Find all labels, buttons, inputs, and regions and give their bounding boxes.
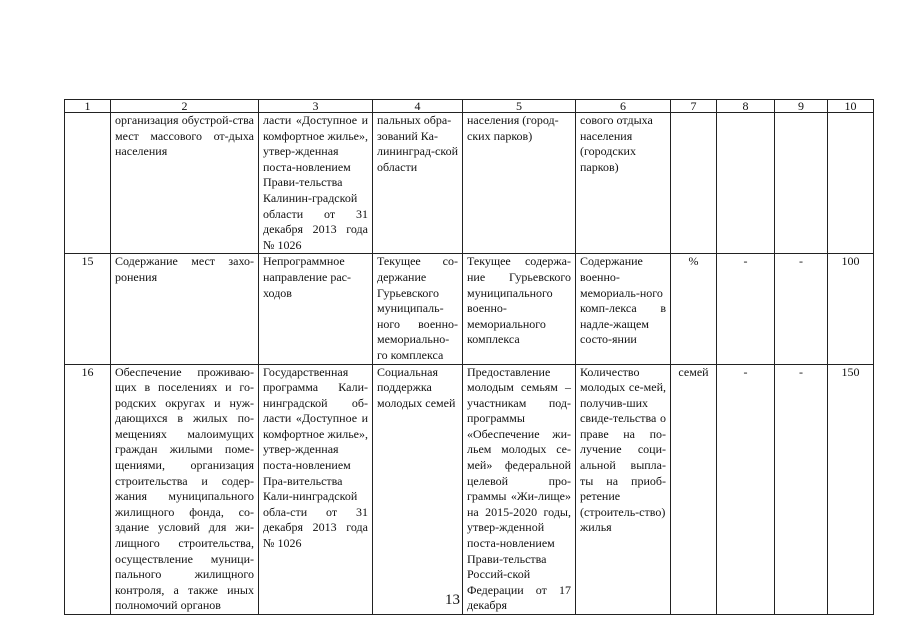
header-cell: 6 <box>576 100 671 113</box>
cell-col9: - <box>775 364 828 615</box>
cell-measure: населения (город-ских парков) <box>463 113 576 254</box>
table-row <box>65 113 874 254</box>
cell-unit: семей <box>671 364 717 615</box>
cell-col8: - <box>717 364 775 615</box>
header-cell: 3 <box>259 100 373 113</box>
cell-col9 <box>775 113 828 254</box>
cell-value: 150 <box>828 364 874 615</box>
cell-subprogram: Социальная поддержка молодых семей <box>373 364 463 615</box>
cell-subprogram: пальных обра-зований Ка-лининград-ской области <box>373 113 463 254</box>
table-row <box>65 254 874 364</box>
cell-col9: - <box>775 254 828 364</box>
row-number <box>65 113 111 254</box>
cell-unit <box>671 113 717 254</box>
cell-activity: Содержание мест захо-ронения <box>111 254 259 364</box>
cell-activity: Обеспечение проживаю-щих в поселениях и го-родских округах и нуж-дающихся в жилых по-мещениях малоимущих граждан жилыми поме-щениями, организация строительства и содер-жания муниципального жилищного фонда, со-здание условий для жи-лищного строительства, осуществление муници-пального жилищного контроля, а также иных полномочий органов <box>111 364 259 615</box>
header-cell: 10 <box>828 100 874 113</box>
cell-measure: Предоставление молодым семьям – участникам под-программы «Обеспечение жи-льем молодых се-мей» федеральной целевой про-граммы «Жи-лище» на 2015-2020 годы, утвер-жденной поста-новлением Прави-тельства Россий-ской Федерации от 17 декабря <box>463 364 576 615</box>
header-cell: 8 <box>717 100 775 113</box>
cell-col8 <box>717 113 775 254</box>
table-row <box>65 364 874 615</box>
header-row <box>65 100 874 113</box>
cell-activity: организация обустрой-ства мест массового от-дыха населения <box>111 113 259 254</box>
cell-program: Непрограммное направление рас-ходов <box>259 254 373 364</box>
cell-measure: Текущее содержа-ние Гурьевского муниципального военно-мемориального комплекса <box>463 254 576 364</box>
cell-indicator: Количество молодых се-мей, получив-ших свиде-тельства о праве на по-лучение соци-альной выпла-ты на приоб-ретение (строитель-ство) жилья <box>576 364 671 615</box>
header-cell: 7 <box>671 100 717 113</box>
header-cell: 1 <box>65 100 111 113</box>
header-cell: 4 <box>373 100 463 113</box>
cell-value <box>828 113 874 254</box>
row-number: 15 <box>65 254 111 364</box>
cell-unit: % <box>671 254 717 364</box>
cell-program: ласти «Доступное и комфортное жилье», утвер-жденная поста-новлением Прави-тельства Калинин-градской области от 31 декабря 2013 года № 1026 <box>259 113 373 254</box>
cell-program: Государственная программа Кали-нинградской об-ласти «Доступное и комфортное жилье», утвер-жденная поста-новлением Пра-вительства Кали-нинградской обла-сти от 31 декабря 2013 года № 1026 <box>259 364 373 615</box>
header-cell: 5 <box>463 100 576 113</box>
row-number: 16 <box>65 364 111 615</box>
cell-col8: - <box>717 254 775 364</box>
document-table <box>64 99 874 615</box>
cell-indicator: Содержание военно-мемориаль-ного комп-лекса в надле-жащем состо-янии <box>576 254 671 364</box>
page-number: 13 <box>445 592 460 608</box>
cell-indicator: сового отдыха населения (городских парков) <box>576 113 671 254</box>
header-cell: 2 <box>111 100 259 113</box>
cell-value: 100 <box>828 254 874 364</box>
cell-subprogram: Текущее со-держание Гурьевского муниципаль-ного военно-мемориально-го комплекса <box>373 254 463 364</box>
header-cell: 9 <box>775 100 828 113</box>
